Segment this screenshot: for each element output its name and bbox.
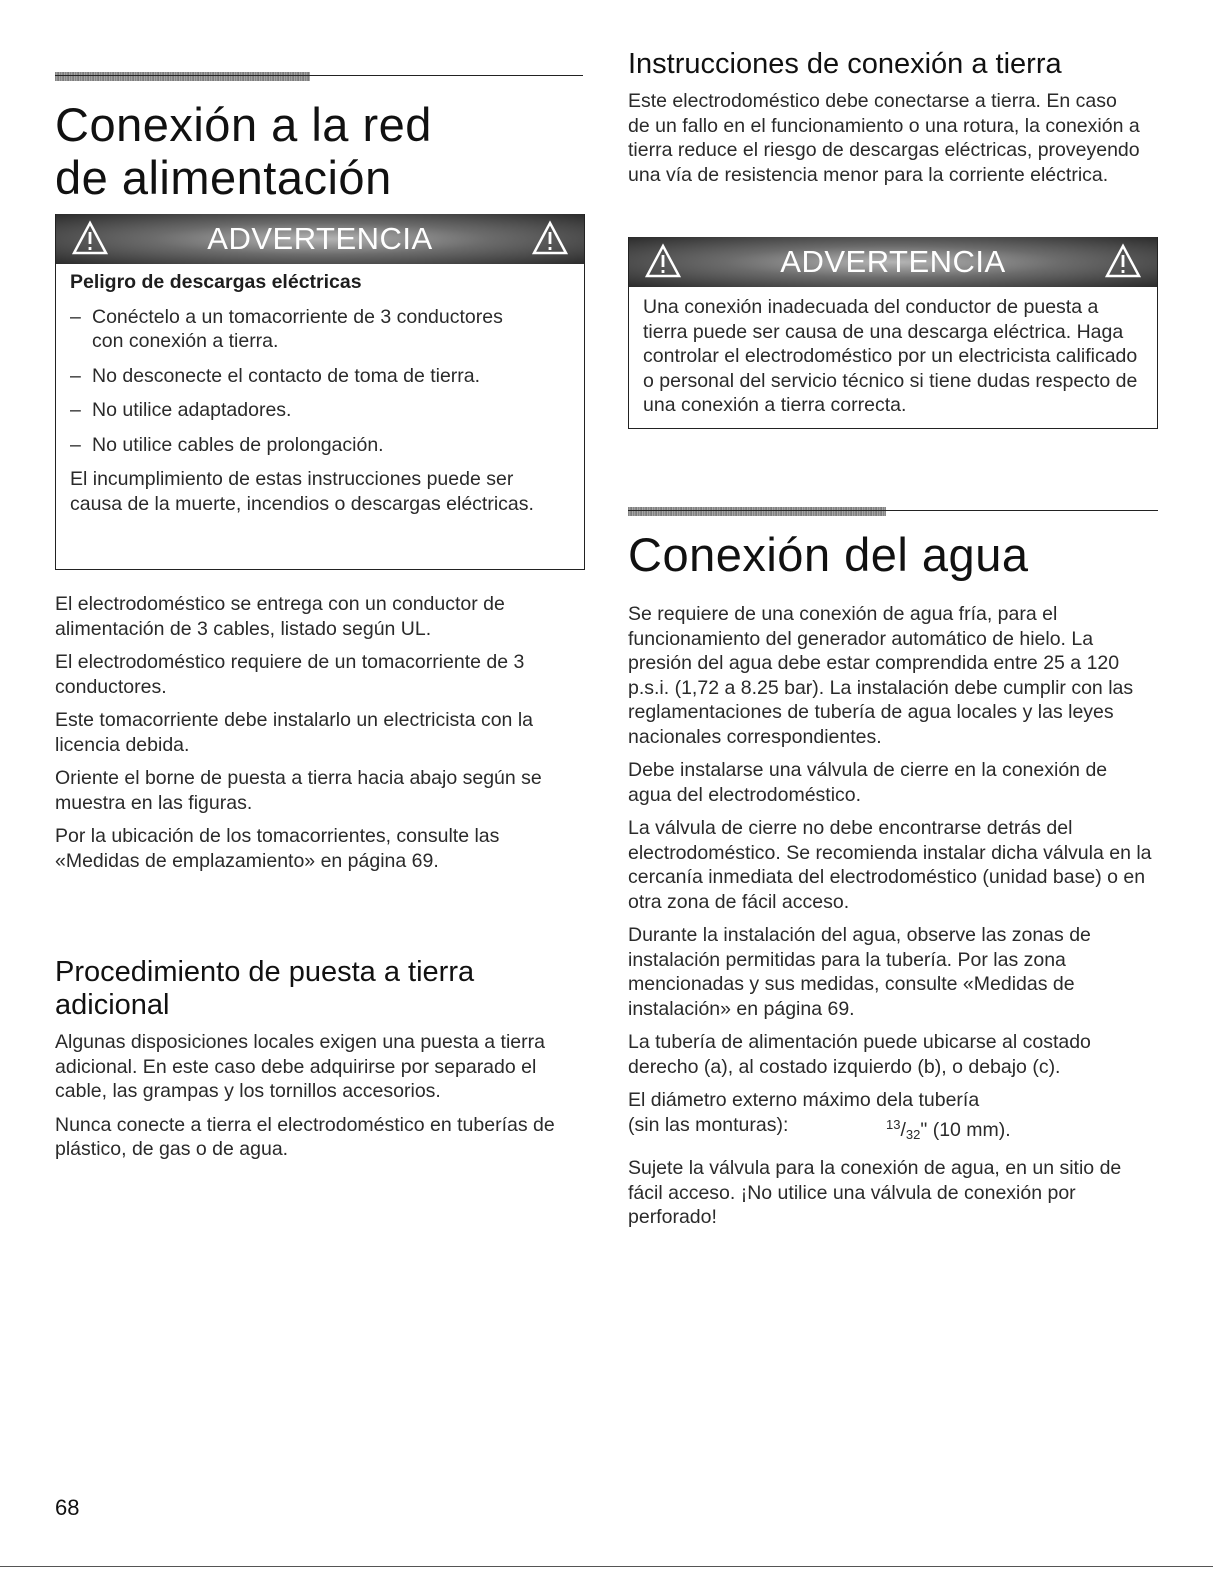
warning-bullet <box>70 364 572 389</box>
paragraph: Este tomacorriente debe instalarlo un electricista con la licencia debida. <box>55 709 533 756</box>
fraction-denominator: 32 <box>905 1126 921 1142</box>
diameter-value: $^{13}/_{32}$" (10 mm). <box>886 1116 1011 1142</box>
diameter-value-row <box>628 1113 1153 1148</box>
section-rule-accent <box>55 72 310 81</box>
bullet-text: No utilice adaptadores. <box>92 399 292 421</box>
bullet-text: Conéctelo a un tomacorriente de 3 conductores con conexión a tierra. <box>92 305 503 352</box>
paragraph: Se requiere de una conexión de agua fría, para el funcionamiento del generador automático de hielo. La presión del agua debe estar comprendida entre 25 a 120 p.s.i. (1,72 a 8.25 bar). La instalación debe cumplir con las reglamentaciones de tubería de agua locales y las leyes nacionales correspondientes. <box>628 603 1134 748</box>
section-title-power <box>55 98 585 204</box>
paragraph: La válvula de cierre no debe encontrarse detrás del electrodoméstico. Se recomienda instalar dicha válvula en la cercanía inmediata del electrodoméstico (unidad base) o en otra zona de fácil acceso. <box>628 817 1152 913</box>
ground-text: Este electrodoméstico debe conectarse a tierra. En caso de un fallo en el funcionamiento o una rotura, la conexión a tierra reduce el riesgo de descargas eléctricas, proveyendo una vía de resistencia menor para la corriente eléctrica. <box>628 90 1140 186</box>
paragraph: Debe instalarse una válvula de cierre en la conexión de agua del electrodoméstico. <box>628 759 1108 806</box>
warning-box-power <box>55 214 585 570</box>
warning-triangle-icon <box>72 220 108 256</box>
bullet-text: No utilice cables de prolongación. <box>92 433 384 456</box>
bullet-dash: – <box>70 305 81 328</box>
water-paragraphs <box>628 602 1153 1239</box>
power-paragraphs <box>55 592 555 882</box>
section-rule <box>628 510 1158 511</box>
paragraph: Algunas disposiciones locales exigen una puesta a tierra adicional. En este caso debe adquirirse por separado el cable, las grampas y los tornillos accesorios. <box>55 1031 545 1102</box>
title-line-2: de alimentación <box>55 151 392 204</box>
warning-box-ground <box>628 237 1158 429</box>
warning-bullet <box>70 398 572 423</box>
warning-subtitle: Peligro de descargas eléctricas <box>70 271 362 293</box>
warning-banner-label: ADVERTENCIA <box>207 221 433 256</box>
page-bottom-rule <box>0 1566 1213 1567</box>
warning-bullet <box>70 433 572 458</box>
warning-body <box>629 287 1157 424</box>
diameter-label: (sin las monturas): <box>628 1113 789 1136</box>
warning-triangle-icon <box>532 220 568 256</box>
paragraph: Oriente el borne de puesta a tierra hacia abajo según se muestra en las figuras. <box>55 767 542 814</box>
grounding-section <box>55 956 585 1171</box>
water-title: Conexión del agua <box>628 528 1029 581</box>
diameter-rest: " (10 mm). <box>920 1118 1011 1141</box>
fraction-numerator: 13 <box>886 1116 901 1132</box>
warning-triangle-icon <box>1105 243 1141 279</box>
title-line-1: Conexión a la red <box>55 98 432 151</box>
paragraph: La tubería de alimentación puede ubicarse al costado derecho (a), al costado izquierdo (b), o debajo (c). <box>628 1031 1091 1078</box>
warning-triangle-icon <box>645 243 681 279</box>
warning-bullet <box>70 305 572 354</box>
bullet-text: No desconecte el contacto de toma de tierra. <box>92 364 481 387</box>
paragraph: El electrodoméstico requiere de un tomacorriente de 3 conductores. <box>55 651 525 698</box>
ground-heading: Instrucciones de conexión a tierra <box>628 48 1062 80</box>
section-rule <box>55 75 583 76</box>
section-rule-accent <box>628 507 886 516</box>
paragraph: Sujete la válvula para la conexión de agua, en un sitio de fácil acceso. ¡No utilice una válvula de conexión por perforado! <box>628 1157 1122 1228</box>
paragraph: Por la ubicación de los tomacorrientes, consulte las «Medidas de emplazamiento» en página 69. <box>55 825 500 872</box>
warning-banner <box>629 237 1157 287</box>
bullet-dash: – <box>70 433 81 456</box>
paragraph: El electrodoméstico se entrega con un conductor de alimentación de 3 cables, listado según UL. <box>55 593 505 640</box>
warning-banner <box>56 214 584 264</box>
warning-text: Una conexión inadecuada del conductor de puesta a tierra puede ser causa de una descarga eléctrica. Haga controlar el electrodoméstico por un electricista calificado o personal del servicio técnico si tiene dudas respecto de una conexión a tierra correcta. <box>643 296 1138 416</box>
diameter-spec <box>628 1088 1153 1147</box>
warning-body <box>56 264 584 522</box>
bullet-dash: – <box>70 364 81 387</box>
warning-banner-label: ADVERTENCIA <box>780 244 1006 279</box>
warning-closing-text: El incumplimiento de estas instrucciones puede ser causa de la muerte, incendios o descargas eléctricas. <box>70 468 534 515</box>
ground-instructions-section <box>628 48 1158 187</box>
page-number: 68 <box>55 1495 80 1520</box>
bullet-dash: – <box>70 399 81 421</box>
paragraph: Nunca conecte a tierra el electrodoméstico en tuberías de plástico, de gas o de agua. <box>55 1113 555 1160</box>
paragraph: Durante la instalación del agua, observe las zonas de instalación permitidas para la tubería. Por las zona mencionadas y sus medidas, consulte «Medidas de instalación» en página 69. <box>628 924 1091 1020</box>
section-title-water <box>628 528 1158 581</box>
grounding-body <box>55 1030 585 1162</box>
diameter-line: El diámetro externo máximo dela tubería <box>628 1089 980 1111</box>
grounding-heading: Procedimiento de puesta a tierra adicional <box>55 956 475 1021</box>
